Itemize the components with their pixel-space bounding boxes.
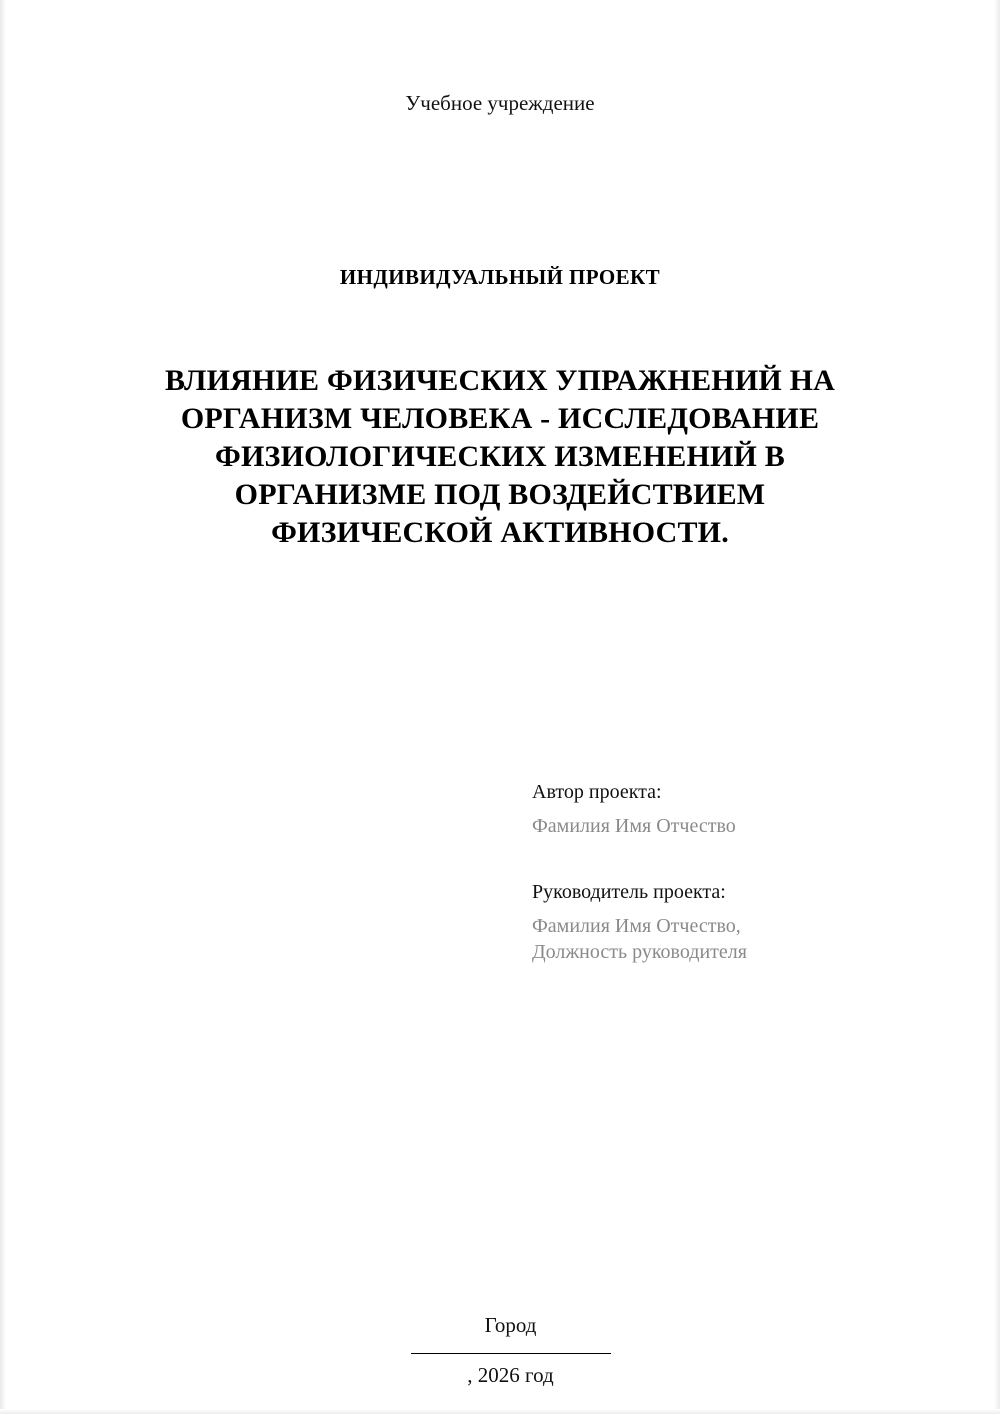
supervisor-name-value: Фамилия Имя Отчество, bbox=[532, 915, 741, 937]
city-label: Город bbox=[484, 1313, 537, 1337]
author-value: Фамилия Имя Отчество bbox=[532, 815, 736, 837]
supervisor-position-value: Должность руководителя bbox=[532, 941, 747, 963]
city-blank-line bbox=[411, 1352, 611, 1354]
footer-city-year bbox=[0, 1288, 1000, 1413]
project-type-heading: ИНДИВИДУАЛЬНЫЙ ПРОЕКТ bbox=[339, 265, 661, 289]
page-title: ВЛИЯНИЕ ФИЗИЧЕСКИХ УПРАЖНЕНИЙ НА ОРГАНИЗМ ЧЕЛОВЕКА - ИССЛЕДОВАНИЕ ФИЗИОЛОГИЧЕСКИХ ИЗМЕНЕНИЙ В ОРГАНИЗМЕ ПОД ВОЗДЕЙСТВИЕМ ФИЗИЧЕСКОЙ АКТИВНОСТИ. bbox=[164, 364, 836, 550]
author-label: Автор проекта: bbox=[532, 781, 662, 803]
page-edge-left bbox=[0, 0, 6, 1414]
supervisor-label: Руководитель проекта: bbox=[532, 881, 726, 903]
page-edge-right bbox=[994, 0, 1000, 1414]
credits-block bbox=[532, 782, 932, 970]
year-text: , 2026 год bbox=[467, 1363, 554, 1387]
institution-name: Учебное учреждение bbox=[405, 91, 595, 115]
credits-spacer bbox=[532, 844, 932, 882]
